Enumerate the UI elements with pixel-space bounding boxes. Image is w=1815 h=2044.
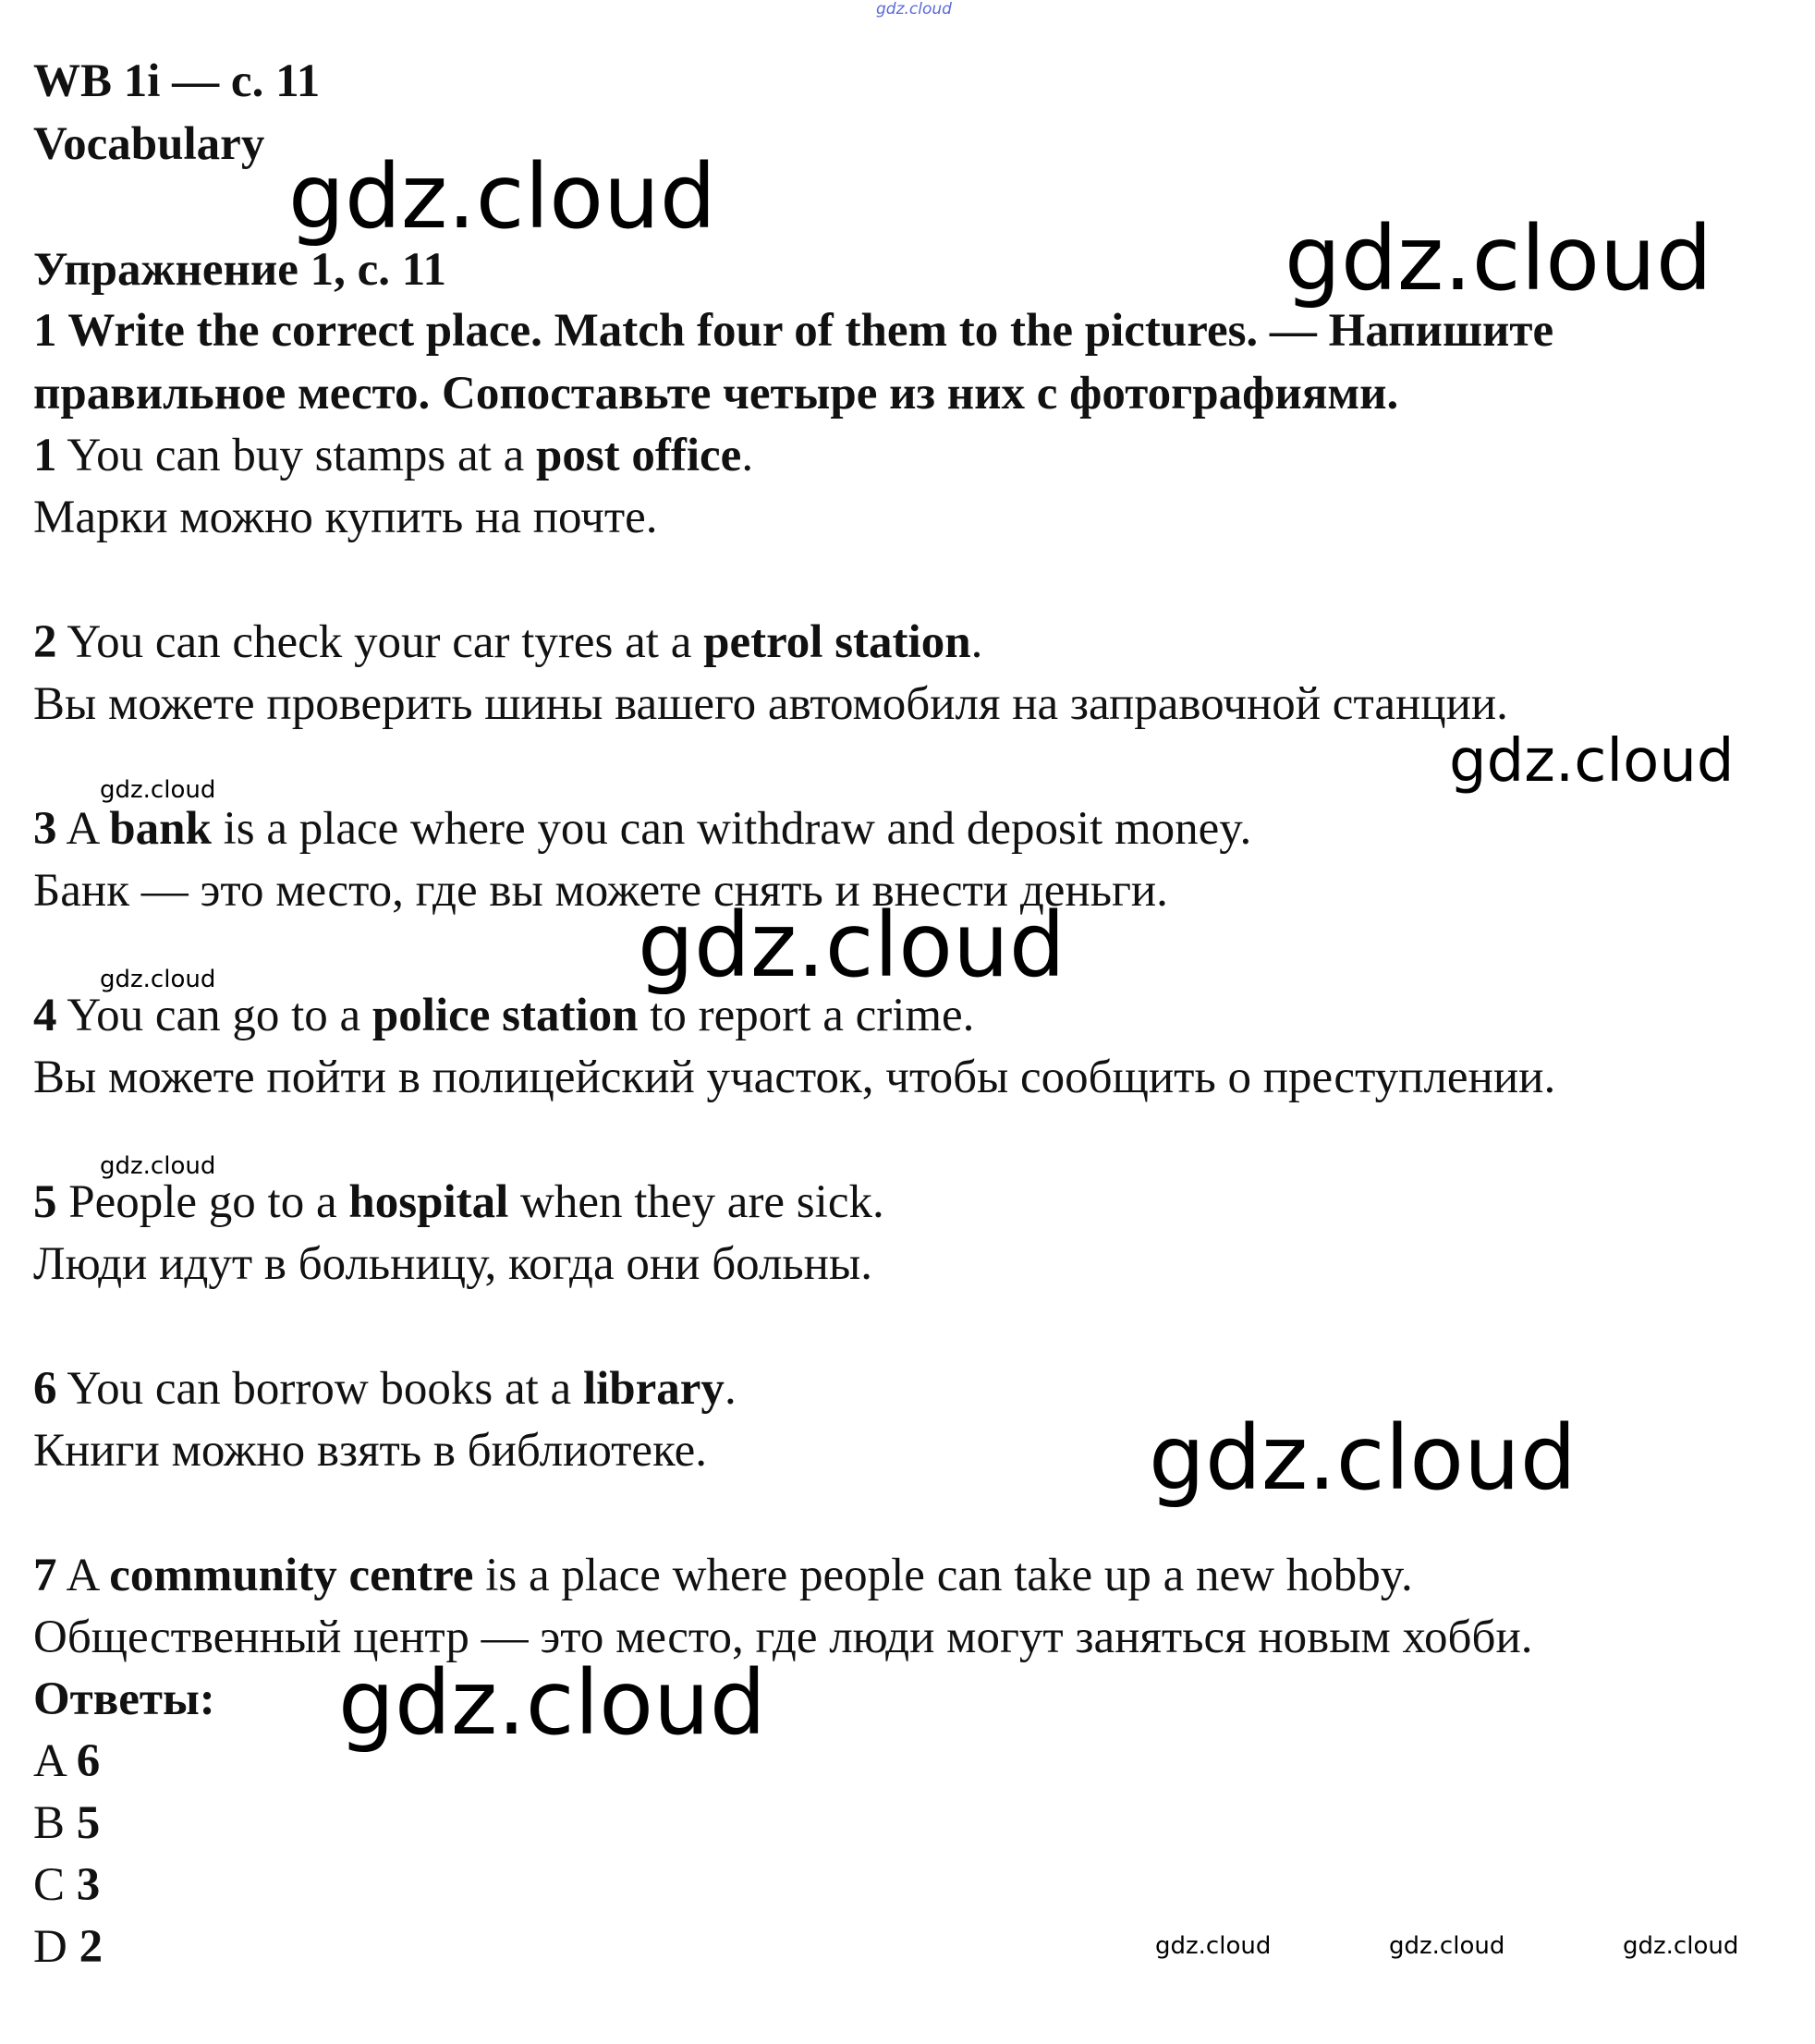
item-1-translation: Марки можно купить на почте.: [33, 492, 658, 543]
watermark-large-2: gdz.cloud: [1285, 207, 1712, 310]
watermark-large-5: gdz.cloud: [338, 1651, 766, 1755]
item-5-translation: Люди идут в больницу, когда они больны.: [33, 1238, 872, 1290]
item-3-sentence: [33, 801, 1251, 857]
watermark-small-6: gdz.cloud: [1623, 1932, 1739, 1960]
item-6-translation: Книги можно взять в библиотеке.: [33, 1425, 707, 1477]
item-text: A: [66, 1550, 98, 1601]
task-instruction-line-1: 1 Write the correct place. Match four of them to the pictures. — Напишите: [33, 305, 1554, 357]
item-answer-term: post office: [535, 430, 742, 481]
item-number: 3: [33, 803, 57, 855]
item-2-sentence: [33, 614, 982, 670]
watermark-small-5: gdz.cloud: [1389, 1932, 1505, 1960]
item-number: 2: [33, 616, 57, 668]
watermark-small-4: gdz.cloud: [1155, 1932, 1272, 1960]
watermark-large-1: gdz.cloud: [288, 145, 716, 249]
item-text: .: [741, 430, 754, 481]
answer-letter: D: [33, 1921, 67, 1973]
item-text: .: [970, 616, 983, 668]
item-4-translation: Вы можете пойти в полицейский участок, чтобы сообщить о преступлении.: [33, 1052, 1556, 1103]
item-text: to report a crime.: [650, 990, 975, 1041]
item-number: 1: [33, 430, 57, 481]
answer-value: 3: [76, 1859, 101, 1911]
item-4-sentence: [33, 988, 974, 1043]
page-title: WB 1i — с. 11: [33, 55, 321, 107]
item-text: You can check your car tyres at a: [67, 616, 692, 668]
item-number: 4: [33, 990, 57, 1041]
watermark-top: gdz.cloud: [876, 0, 952, 18]
answer-value: 6: [76, 1735, 101, 1787]
item-text: when they are sick.: [520, 1176, 884, 1228]
watermark-large-3: gdz.cloud: [638, 894, 1066, 997]
answer-row-b: [33, 1795, 100, 1851]
task-instruction-line-2: правильное место. Сопоставьте четыре из них с фотографиями.: [33, 368, 1399, 420]
item-text: .: [724, 1363, 737, 1415]
watermark-small-2: gdz.cloud: [100, 966, 216, 993]
item-answer-term: petrol station: [703, 616, 971, 668]
answer-row-c: [33, 1857, 100, 1913]
item-text: You can borrow books at a: [67, 1363, 572, 1415]
item-text: A: [66, 803, 98, 855]
item-text: You can buy stamps at a: [67, 430, 525, 481]
item-text: is a place where you can withdraw and deposit money.: [223, 803, 1252, 855]
answer-letter: B: [33, 1797, 66, 1849]
watermark-small-3: gdz.cloud: [100, 1152, 216, 1180]
answer-letter: C: [33, 1859, 66, 1911]
item-number: 5: [33, 1176, 57, 1228]
answer-row-a: [33, 1734, 100, 1789]
page-subtitle: Vocabulary: [33, 118, 265, 170]
item-7-sentence: [33, 1548, 1413, 1603]
watermark-large-4: gdz.cloud: [1149, 1406, 1577, 1510]
item-6-sentence: [33, 1361, 737, 1417]
item-number: 7: [33, 1550, 57, 1601]
answer-value: 5: [76, 1797, 101, 1849]
watermark-medium-1: gdz.cloud: [1449, 727, 1735, 796]
item-5-sentence: [33, 1174, 884, 1230]
item-answer-term: library: [582, 1363, 725, 1415]
item-7-translation: Общественный центр — это место, где люди могут заняться новым хобби.: [33, 1612, 1533, 1663]
item-2-translation: Вы можете проверить шины вашего автомобиля на заправочной станции.: [33, 678, 1508, 730]
item-answer-term: bank: [109, 803, 212, 855]
answers-heading: Ответы:: [33, 1673, 215, 1725]
item-answer-term: community centre: [109, 1550, 474, 1601]
item-3-translation: Банк — это место, где вы можете снять и внести деньги.: [33, 865, 1168, 917]
item-number: 6: [33, 1363, 57, 1415]
exercise-heading: Упражнение 1, с. 11: [33, 244, 446, 296]
answer-row-d: [33, 1919, 103, 1975]
item-1-sentence: [33, 428, 753, 483]
item-text: People go to a: [68, 1176, 337, 1228]
item-answer-term: hospital: [348, 1176, 509, 1228]
answer-value: 2: [79, 1921, 104, 1973]
item-text: You can go to a: [67, 990, 361, 1041]
watermark-small-1: gdz.cloud: [100, 776, 216, 804]
answer-letter: A: [33, 1735, 66, 1787]
item-text: is a place where people can take up a new hobby.: [485, 1550, 1413, 1601]
item-answer-term: police station: [372, 990, 639, 1041]
